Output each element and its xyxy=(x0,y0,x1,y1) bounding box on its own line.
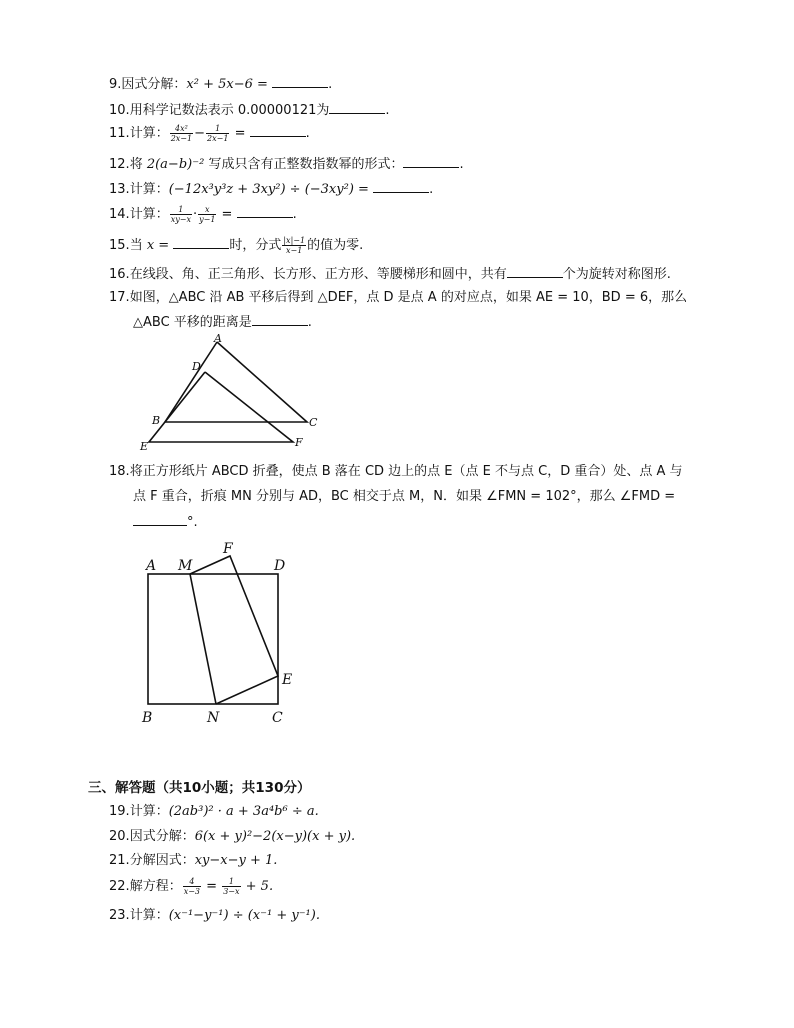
question-11: 11.计算： $\frac{\text{4x²}}{2x-1}$ − $\frac{1}{2x-1}$ = . xyxy=(109,124,310,143)
label-f: F xyxy=(295,436,303,449)
question-number: 16. xyxy=(109,267,130,282)
fraction: $\frac{|x|-1}{x-1}$ xyxy=(283,236,306,255)
question-13: 13.计算：(−12x³y³z + 3xy²) ÷ (−3xy²) = . xyxy=(109,182,434,197)
section-heading: 三、解答题（共10小题；共130分） xyxy=(88,780,311,796)
question-number: 15. xyxy=(109,238,130,253)
question-number: 21. xyxy=(109,853,130,868)
answer-blank[interactable] xyxy=(403,155,459,168)
label-m: M xyxy=(178,558,193,574)
answer-blank[interactable] xyxy=(250,124,306,137)
question-22: 22.解方程： $\frac{4}{x-3}$ = $\frac{1}{3-x}$ + 5. xyxy=(109,877,274,896)
fraction: $\frac{4}{x-3}$ xyxy=(183,877,201,896)
label-d: D xyxy=(274,558,286,574)
label-e: E xyxy=(140,440,149,453)
question-number: 17. xyxy=(109,290,130,305)
question-12: 12.将 2(a−b)⁻² 写成只含有正整数指数幂的形式： . xyxy=(109,157,464,172)
fraction: $\frac{x}{y-1}$ xyxy=(199,205,216,224)
figure-17-triangles xyxy=(135,332,325,454)
folded-quadrilateral xyxy=(190,556,278,704)
label-e: E xyxy=(282,672,293,688)
label-b: B xyxy=(152,414,161,427)
label-a: A xyxy=(214,332,222,345)
label-a: A xyxy=(146,558,157,574)
answer-blank[interactable] xyxy=(237,205,293,218)
question-number: 22. xyxy=(109,879,130,894)
question-number: 20. xyxy=(109,829,130,844)
label-b: B xyxy=(142,710,153,726)
question-number: 18. xyxy=(109,464,130,479)
label-f: F xyxy=(223,541,233,557)
fraction: $\frac{1}{3-x}$ xyxy=(223,877,240,896)
question-number: 19. xyxy=(109,804,130,819)
label-n: N xyxy=(207,710,220,726)
answer-blank[interactable] xyxy=(133,513,187,526)
question-18: 18.将正方形纸片 ABCD 折叠，使点 B 落在 CD 边上的点 E（点 E 不与点 C，D 重合）处、点 A 与 xyxy=(109,464,683,479)
question-number: 10. xyxy=(109,103,130,118)
figure-18-square-fold xyxy=(140,538,300,728)
question-17: 17.如图，△ABC 沿 AB 平移后得到 △DEF，点 D 是点 A 的对应点，如果 AE = 10，BD = 6，那么 xyxy=(109,290,688,305)
triangle-def xyxy=(149,372,293,442)
label-d: D xyxy=(192,360,201,373)
question-16: 16.在线段、角、正三角形、长方形、正方形、等腰梯形和圆中，共有 个为旋转对称图形. xyxy=(109,267,671,282)
question-number: 23. xyxy=(109,908,130,923)
question-number: 14. xyxy=(109,207,130,222)
question-14: 14.计算： $\frac{1}{xy-x}$ · $\frac{x}{y-1}$ = . xyxy=(109,205,297,224)
answer-blank[interactable] xyxy=(173,236,229,249)
question-number: 11. xyxy=(109,126,130,141)
question-17-line2: △ABC 平移的距离是 . xyxy=(133,315,312,330)
answer-blank[interactable] xyxy=(272,75,328,88)
answer-blank[interactable] xyxy=(252,313,308,326)
fraction: $\frac{1}{2x-1}$ xyxy=(207,124,229,143)
question-18-line3: °. xyxy=(133,513,198,532)
question-number: 9. xyxy=(109,77,122,92)
question-20: 20.因式分解：6(x + y)²−2(x−y)(x + y). xyxy=(109,829,356,844)
question-10: 10.用科学记数法表示 0.00000121为 . xyxy=(109,103,390,118)
fraction: $\frac{\text{4x²}}{2x-1}$ xyxy=(170,124,193,143)
question-19: 19.计算：(2ab³)² · a + 3a⁴b⁶ ÷ a. xyxy=(109,804,319,819)
answer-blank[interactable] xyxy=(507,265,563,278)
question-21: 21.分解因式：xy−x−y + 1. xyxy=(109,853,278,868)
question-number: 12. xyxy=(109,157,130,172)
triangle-abc xyxy=(165,342,307,422)
question-15: 15.当 x = 时，分式 $\frac{|x|-1}{x-1}$ 的值为零. xyxy=(109,236,364,255)
question-18-line2: 点 F 重合，折痕 MN 分别与 AD，BC 相交于点 M，N．如果 ∠FMN = 102°，那么 ∠FMD = xyxy=(133,489,676,504)
answer-blank[interactable] xyxy=(373,180,429,193)
label-c: C xyxy=(272,710,283,726)
fraction: $\frac{1}{xy-x}$ xyxy=(170,205,191,224)
question-number: 13. xyxy=(109,182,130,197)
question-23: 23.计算：(x⁻¹−y⁻¹) ÷ (x⁻¹ + y⁻¹). xyxy=(109,908,320,923)
label-c: C xyxy=(309,416,318,429)
answer-blank[interactable] xyxy=(329,101,385,114)
fold-line-mn xyxy=(190,574,216,704)
question-9: 9.因式分解：x² + 5x−6 = . xyxy=(109,77,333,92)
